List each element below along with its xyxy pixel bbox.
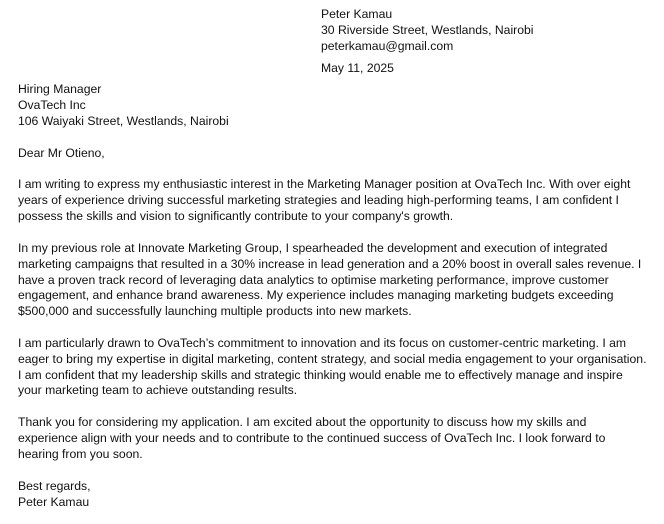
body-paragraph: I am particularly drawn to OvaTech’s commitment to innovation and its focus on customer-centric marketing. I am eager to bring my expertise in digital marketing, content strategy, and social media engagement to your organisation. I am confident that my leadership skills and strategic thinking would enable me to effectively manage and inspire your marketing team to achieve outstanding results.	[18, 336, 647, 398]
recipient-company: OvaTech Inc	[18, 97, 86, 112]
salutation: Dear Mr Otieno,	[18, 146, 105, 160]
sender-name: Peter Kamau	[321, 7, 393, 21]
recipient-title: Hiring Manager	[18, 82, 102, 96]
sender-block	[321, 7, 533, 54]
closing-block	[18, 479, 90, 511]
signature-name: Peter Kamau	[18, 494, 90, 509]
body-paragraph: Thank you for considering my application. I am excited about the opportunity to discuss how my skills and experience align with your needs and to contribute to the continued success of OvaTech Inc. I look forward to hearing from you soon.	[18, 415, 606, 461]
recipient-address: 106 Waiyaki Street, Westlands, Nairobi	[18, 113, 229, 128]
sender-address: 30 Riverside Street, Westlands, Nairobi	[321, 22, 534, 37]
valediction: Best regards,	[18, 479, 91, 493]
recipient-block	[18, 82, 229, 129]
letter-date: May 11, 2025	[321, 61, 394, 75]
sender-email: peterkamau@gmail.com	[321, 38, 454, 53]
body-paragraph: I am writing to express my enthusiastic interest in the Marketing Manager position at OvaTech Inc. With over eight years of experience driving successful marketing strategies and leading high-performing teams, I am confident I possess the skills and vision to significantly contribute to your company's growth.	[18, 177, 631, 223]
body-paragraph: In my previous role at Innovate Marketing Group, I spearheaded the development and execution of integrated marketing campaigns that resulted in a 30% increase in lead generation and a 20% boost in overall sales revenue. I have a proven track record of leveraging data analytics to optimise marketing performance, improve customer engagement, and enhance brand awareness. My experience includes managing marketing budgets exceeding $500,000 and successfully launching multiple products into new markets.	[18, 241, 642, 319]
